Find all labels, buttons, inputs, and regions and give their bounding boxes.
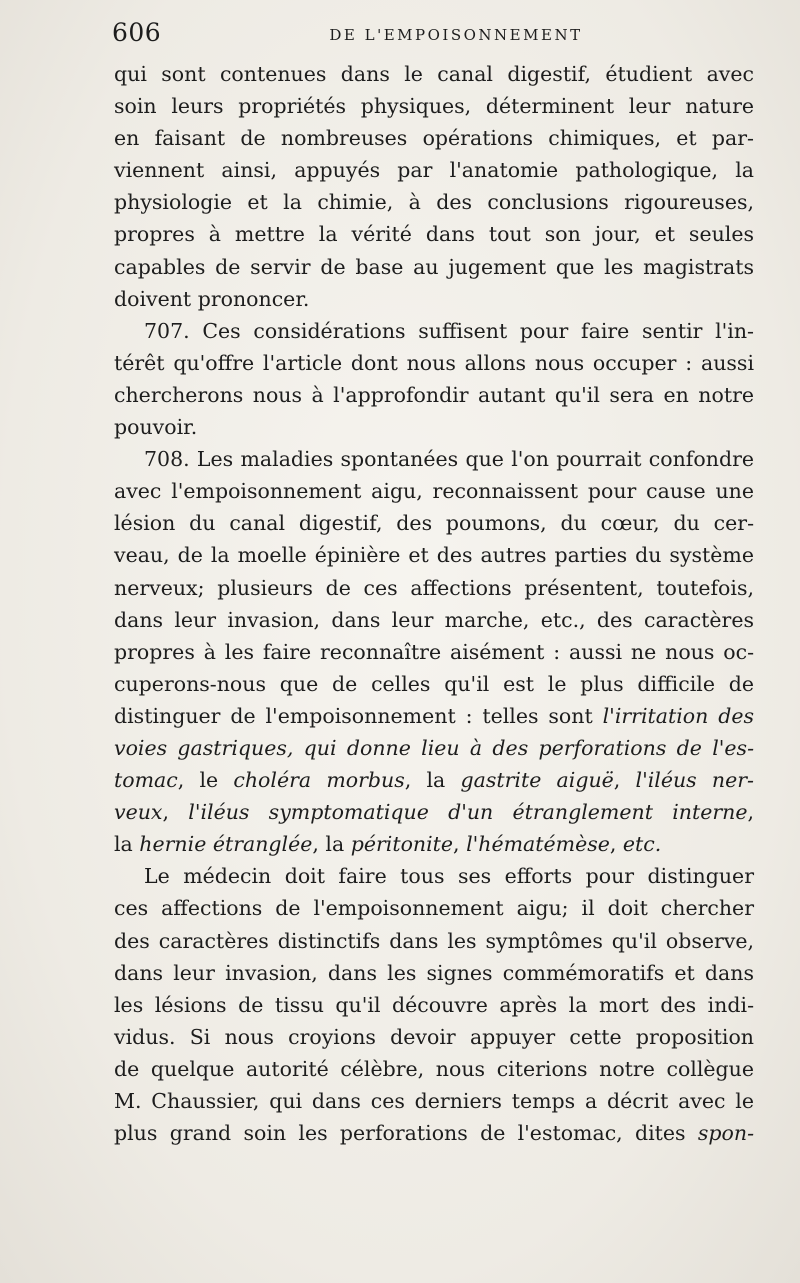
text-line [114, 668, 754, 700]
roman-text: plus grand soin les perforations de l'estomac, dites [114, 1121, 698, 1146]
roman-text: des caractères distinctifs dans les symptômes qu'il observe, [114, 928, 754, 953]
roman-text: pouvoir. [114, 415, 198, 440]
roman-text: propres à mettre la vérité dans tout son jour, et seules [114, 222, 754, 247]
text-line [114, 186, 754, 218]
italic-text: veux [114, 800, 163, 825]
italic-text: gastrite aiguë [460, 768, 614, 793]
text-line [114, 507, 754, 539]
text-line [114, 283, 754, 315]
roman-text: en faisant de nombreuses opérations chimiques, et par- [114, 126, 754, 151]
italic-text: voies gastriques, qui donne lieu à des perforations de l'es- [114, 735, 754, 760]
roman-text: doivent prononcer. [114, 286, 310, 311]
roman-text: dans leur invasion, dans les signes commémoratifs et dans [114, 960, 754, 985]
roman-text: chercherons nous à l'approfondir autant qu'il sera en notre [114, 382, 754, 407]
roman-text: qui sont contenues dans le canal digestif, étudient avec [114, 62, 754, 86]
text-line [114, 90, 754, 122]
italic-text: péritonite [350, 832, 454, 857]
text-line [114, 1053, 754, 1085]
roman-text: M. Chaussier, qui dans ces derniers temps a décrit avec le [114, 1089, 754, 1113]
text-line [114, 925, 754, 957]
text-line [114, 315, 754, 347]
italic-text: etc. [622, 832, 662, 857]
text-line [114, 796, 754, 828]
roman-text: 707. Ces considérations suffisent pour faire sentir l'in- [144, 318, 754, 343]
body-text [114, 58, 754, 1149]
roman-text: dans leur invasion, dans leur marche, etc., des caractères [114, 607, 754, 632]
text-line [114, 1021, 754, 1053]
roman-text: physiologie et la chimie, à des conclusions rigoureuses, [114, 190, 754, 215]
roman-text: térêt qu'offre l'article dont nous allons nous occuper : aussi [114, 350, 754, 375]
text-line [114, 122, 754, 154]
text-line [114, 379, 754, 411]
roman-text: viennent ainsi, appuyés par l'anatomie pathologique, la [114, 158, 754, 183]
text-line [114, 411, 754, 443]
roman-text: , [453, 832, 467, 857]
italic-text: spon- [697, 1121, 754, 1146]
text-line [114, 700, 754, 732]
page-header [112, 18, 760, 58]
roman-text: , [747, 800, 754, 825]
roman-text: avec l'empoisonnement aigu, reconnaissent pour cause une [114, 479, 754, 504]
italic-text: l'irritation des [602, 703, 754, 728]
italic-text: l'iléus ner- [635, 768, 754, 793]
text-line [114, 572, 754, 604]
roman-text: , [162, 800, 189, 825]
roman-text: cuperons-nous que de celles qu'il est le plus difficile de [114, 671, 754, 696]
roman-text: de quelque autorité célèbre, nous citerions notre collègue [114, 1056, 754, 1081]
text-line [114, 218, 754, 250]
text-line [114, 251, 754, 283]
roman-text: les lésions de tissu qu'il découvre après la mort des indi- [114, 992, 754, 1017]
text-line [114, 860, 754, 892]
roman-text: , la [312, 832, 351, 857]
text-line [114, 764, 754, 796]
text-line [114, 636, 754, 668]
text-line [114, 604, 754, 636]
page-number: 606 [112, 18, 162, 47]
roman-text: veau, de la moelle épinière et des autres parties du système [114, 543, 754, 568]
roman-text: , le [177, 768, 234, 793]
roman-text: Le médecin doit faire tous ses efforts pour distinguer [144, 864, 754, 889]
roman-text: vidus. Si nous croyions devoir appuyer cette proposition [114, 1024, 754, 1049]
italic-text: tomac [114, 768, 178, 793]
text-line [114, 475, 754, 507]
text-line [114, 154, 754, 186]
roman-text: , [609, 832, 623, 857]
roman-text: la [114, 832, 140, 857]
text-line [114, 443, 754, 475]
italic-text: choléra morbus [233, 768, 405, 793]
text-line [114, 1085, 754, 1117]
roman-text: ces affections de l'empoisonnement aigu; il doit chercher [114, 896, 754, 921]
roman-text: capables de servir de base au jugement que les magistrats [114, 254, 754, 279]
roman-text: distinguer de l'empoisonnement : telles sont [114, 703, 603, 728]
text-line [114, 892, 754, 924]
text-line [114, 989, 754, 1021]
roman-text: 708. Les maladies spontanées que l'on pourrait confondre [144, 447, 754, 472]
text-line [114, 732, 754, 764]
roman-text: nerveux; plusieurs de ces affections présentent, toutefois, [114, 575, 754, 600]
running-head: DE L'EMPOISONNEMENT [329, 26, 583, 44]
text-line [114, 58, 754, 90]
roman-text: propres à les faire reconnaître aisément : aussi ne nous oc- [114, 639, 754, 664]
text-line [114, 347, 754, 379]
roman-text: lésion du canal digestif, des poumons, du cœur, du cer- [114, 511, 754, 536]
roman-text: soin leurs propriétés physiques, déterminent leur nature [114, 94, 754, 119]
text-line [114, 957, 754, 989]
italic-text: l'hématémèse [466, 832, 610, 857]
roman-text: , la [404, 768, 461, 793]
text-line [114, 539, 754, 571]
italic-text: l'iléus symptomatique d'un étranglement interne [188, 800, 748, 825]
italic-text: hernie étranglée [139, 832, 313, 857]
text-line [114, 828, 754, 860]
text-line [114, 1117, 754, 1149]
roman-text: , [613, 768, 636, 793]
